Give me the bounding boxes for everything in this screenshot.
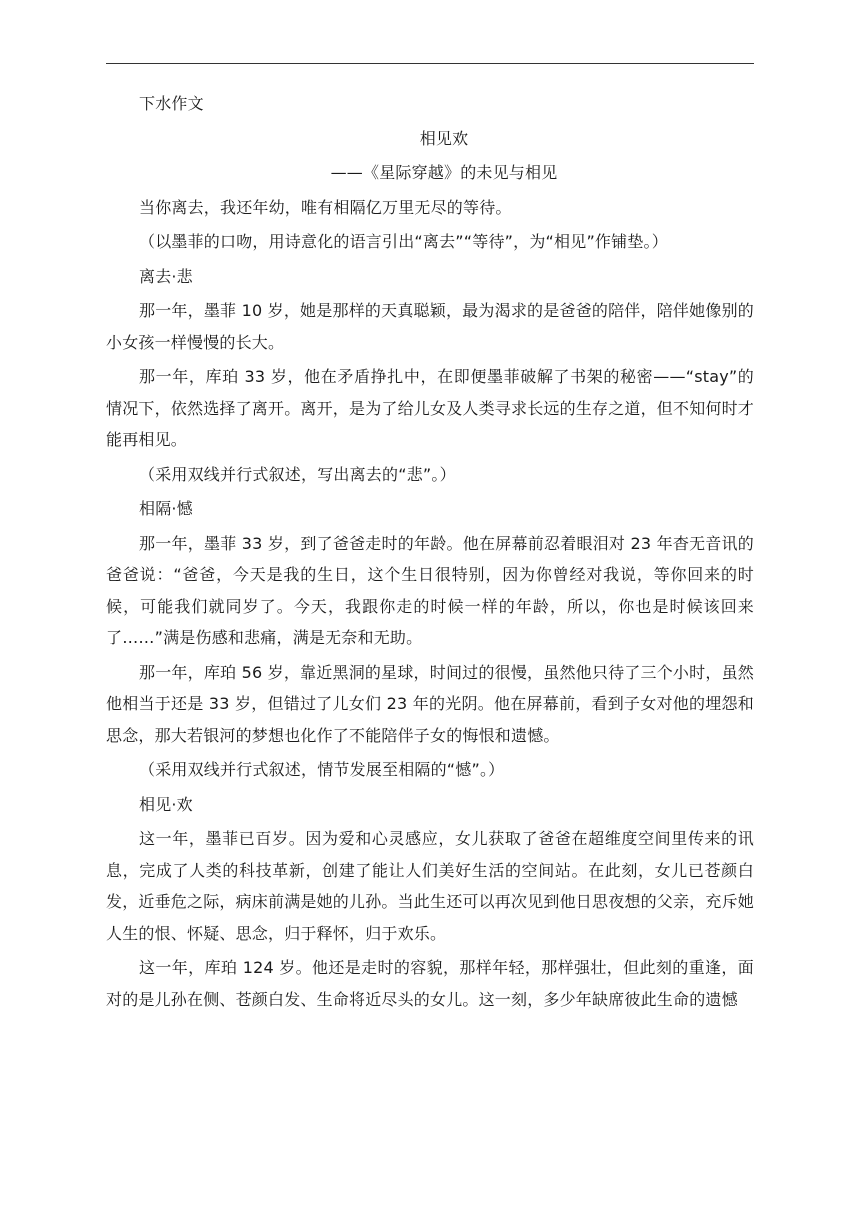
document-subtitle: ——《星际穿越》的未见与相见 <box>330 163 558 182</box>
paragraph-cooper-33: 那一年，库珀 33 岁，他在矛盾挣扎中，在即便墨菲破解了书架的秘密——“stay”的情况下，依然选择了离开。离开，是为了给儿女及人类寻求长远的生存之道，但不知何时才能再相见。 <box>106 367 755 449</box>
section-heading-apart: 相隔·憾 <box>139 499 193 518</box>
paragraph-murph-10: 那一年，墨菲 10 岁，她是那样的天真聪颖，最为渴求的是爸爸的陪伴，陪伴她像别的小女孩一样慢慢的长大。 <box>106 301 754 352</box>
document-header: 下水作文 <box>139 94 204 113</box>
paragraph-note-2: （采用双线并行式叙述，写出离去的“悲”。） <box>139 464 456 484</box>
section-heading-reunion: 相见·欢 <box>139 794 193 814</box>
paragraph-note-3: （采用双线并行式叙述，情节发展至相隔的“憾”。） <box>139 760 505 779</box>
document-body <box>106 88 754 1015</box>
paragraph-intro: 当你离去，我还年幼，唯有相隔亿万里无尽的等待。 <box>139 197 512 217</box>
paragraph-cooper-124: 这一年，库珀 124 岁。他还是走时的容貌，那样年轻，那样强壮，但此刻的重逢，面对的是儿孙在侧、苍颜白发、生命将近尽头的女儿。这一刻，多少年缺席彼此生命的遗憾 <box>106 958 754 1009</box>
paragraph-note-1: （以墨菲的口吻，用诗意化的语言引出“离去”“等待”，为“相见”作铺垫。） <box>139 232 668 251</box>
header-rule <box>106 63 754 64</box>
document-title: 相见欢 <box>419 128 469 148</box>
paragraph-murph-100: 这一年，墨菲已百岁。因为爱和心灵感应，女儿获取了爸爸在超维度空间里传来的讯息，完成了人类的科技革新，创建了能让人们美好生活的空间站。在此刻，女儿已苍颜白发，近垂危之际，病床前满是她的儿孙。当此生还可以再次见到他日思夜想的父亲，充斥她人生的恨、怀疑、思念，归于释怀，归于欢乐。 <box>106 829 755 943</box>
paragraph-murph-33: 那一年，墨菲 33 岁，到了爸爸走时的年龄。他在屏幕前忍着眼泪对 23 年杳无音讯的爸爸说：“爸爸，今天是我的生日，这个生日很特别，因为你曾经对我说，等你回来的时候，可能我们就同岁了。今天，我跟你走的时候一样的年龄，所以，你也是时候该回来了……”满是伤感和悲痛，满是无奈和无助。 <box>106 533 754 647</box>
section-heading-leave: 离去·悲 <box>139 266 193 286</box>
paragraph-cooper-56: 那一年，库珀 56 岁，靠近黑洞的星球，时间过的很慢，虽然他只待了三个小时，虽然他相当于还是 33 岁，但错过了儿女们 23 年的光阴。他在屏幕前，看到子女对他的埋怨和思念，那大若银河的梦想也化作了不能陪伴子女的悔恨和遗憾。 <box>106 662 754 745</box>
